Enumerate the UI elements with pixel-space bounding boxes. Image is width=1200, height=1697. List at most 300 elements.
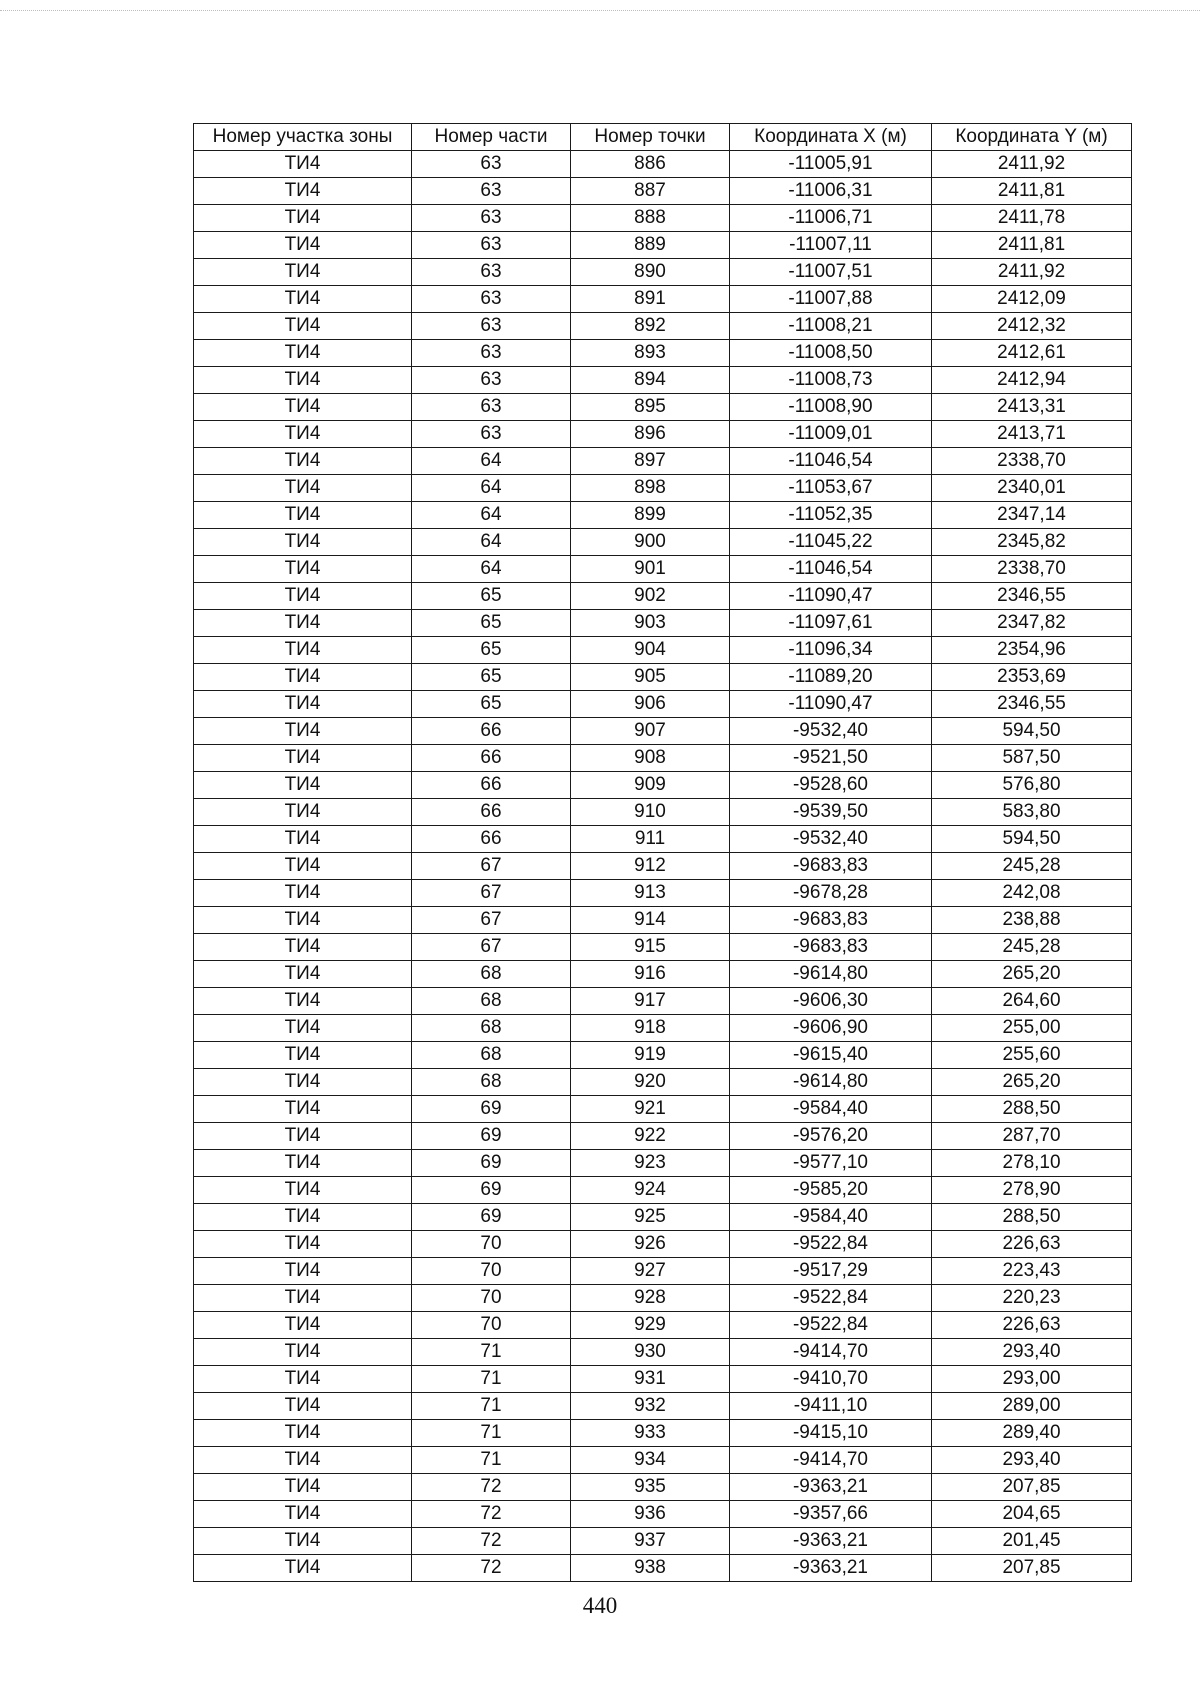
cell-zone-section: ТИ4	[194, 718, 412, 745]
cell-point-number: 895	[571, 394, 730, 421]
cell-coordinate-y: 2411,81	[932, 232, 1132, 259]
cell-part-number: 63	[412, 232, 571, 259]
cell-coordinate-y: 2413,71	[932, 421, 1132, 448]
cell-coordinate-y: 594,50	[932, 718, 1132, 745]
cell-zone-section: ТИ4	[194, 1150, 412, 1177]
cell-zone-section: ТИ4	[194, 799, 412, 826]
table-row	[194, 880, 1132, 907]
cell-coordinate-y: 2338,70	[932, 448, 1132, 475]
cell-part-number: 64	[412, 529, 571, 556]
cell-part-number: 63	[412, 394, 571, 421]
cell-part-number: 63	[412, 367, 571, 394]
cell-point-number: 910	[571, 799, 730, 826]
cell-part-number: 63	[412, 178, 571, 205]
cell-point-number: 934	[571, 1447, 730, 1474]
cell-part-number: 68	[412, 961, 571, 988]
cell-coordinate-y: 288,50	[932, 1096, 1132, 1123]
cell-point-number: 886	[571, 151, 730, 178]
cell-coordinate-y: 245,28	[932, 853, 1132, 880]
cell-zone-section: ТИ4	[194, 1366, 412, 1393]
table-row	[194, 151, 1132, 178]
table-row	[194, 1123, 1132, 1150]
cell-coordinate-x: -11008,50	[730, 340, 932, 367]
cell-coordinate-x: -9357,66	[730, 1501, 932, 1528]
cell-coordinate-y: 2353,69	[932, 664, 1132, 691]
table-row	[194, 1528, 1132, 1555]
cell-coordinate-y: 2411,92	[932, 151, 1132, 178]
cell-part-number: 71	[412, 1420, 571, 1447]
cell-point-number: 899	[571, 502, 730, 529]
table-row	[194, 1312, 1132, 1339]
cell-coordinate-x: -11052,35	[730, 502, 932, 529]
cell-coordinate-y: 223,43	[932, 1258, 1132, 1285]
cell-coordinate-y: 278,10	[932, 1150, 1132, 1177]
table-row	[194, 1177, 1132, 1204]
cell-coordinate-x: -9411,10	[730, 1393, 932, 1420]
cell-point-number: 929	[571, 1312, 730, 1339]
cell-part-number: 63	[412, 421, 571, 448]
cell-point-number: 888	[571, 205, 730, 232]
cell-part-number: 66	[412, 745, 571, 772]
cell-zone-section: ТИ4	[194, 448, 412, 475]
table-row	[194, 826, 1132, 853]
cell-coordinate-y: 583,80	[932, 799, 1132, 826]
cell-point-number: 915	[571, 934, 730, 961]
cell-point-number: 896	[571, 421, 730, 448]
cell-zone-section: ТИ4	[194, 691, 412, 718]
table-row	[194, 340, 1132, 367]
cell-part-number: 69	[412, 1204, 571, 1231]
cell-coordinate-x: -11008,73	[730, 367, 932, 394]
cell-point-number: 931	[571, 1366, 730, 1393]
cell-coordinate-y: 245,28	[932, 934, 1132, 961]
cell-point-number: 893	[571, 340, 730, 367]
cell-coordinate-x: -11009,01	[730, 421, 932, 448]
table-row	[194, 745, 1132, 772]
table-row	[194, 1555, 1132, 1582]
cell-point-number: 903	[571, 610, 730, 637]
cell-point-number: 937	[571, 1528, 730, 1555]
table-row	[194, 313, 1132, 340]
cell-coordinate-x: -9532,40	[730, 718, 932, 745]
table-body	[194, 151, 1132, 1582]
cell-point-number: 917	[571, 988, 730, 1015]
cell-coordinate-x: -9521,50	[730, 745, 932, 772]
cell-zone-section: ТИ4	[194, 610, 412, 637]
cell-point-number: 930	[571, 1339, 730, 1366]
header-part-number: Номер части	[412, 124, 571, 151]
table-row	[194, 178, 1132, 205]
cell-coordinate-x: -9522,84	[730, 1312, 932, 1339]
table-row	[194, 664, 1132, 691]
cell-coordinate-x: -11005,91	[730, 151, 932, 178]
cell-point-number: 921	[571, 1096, 730, 1123]
cell-part-number: 63	[412, 286, 571, 313]
cell-coordinate-y: 2347,82	[932, 610, 1132, 637]
table-row	[194, 1285, 1132, 1312]
cell-zone-section: ТИ4	[194, 394, 412, 421]
cell-zone-section: ТИ4	[194, 1204, 412, 1231]
cell-coordinate-x: -9584,40	[730, 1204, 932, 1231]
cell-part-number: 64	[412, 475, 571, 502]
cell-coordinate-x: -11046,54	[730, 556, 932, 583]
cell-point-number: 920	[571, 1069, 730, 1096]
cell-point-number: 907	[571, 718, 730, 745]
cell-zone-section: ТИ4	[194, 880, 412, 907]
cell-coordinate-x: -9532,40	[730, 826, 932, 853]
table-row	[194, 772, 1132, 799]
cell-coordinate-y: 2340,01	[932, 475, 1132, 502]
cell-zone-section: ТИ4	[194, 151, 412, 178]
cell-part-number: 72	[412, 1474, 571, 1501]
cell-point-number: 890	[571, 259, 730, 286]
cell-zone-section: ТИ4	[194, 907, 412, 934]
cell-coordinate-x: -9577,10	[730, 1150, 932, 1177]
cell-part-number: 66	[412, 718, 571, 745]
cell-point-number: 926	[571, 1231, 730, 1258]
cell-point-number: 911	[571, 826, 730, 853]
table-row	[194, 934, 1132, 961]
cell-part-number: 63	[412, 205, 571, 232]
cell-point-number: 927	[571, 1258, 730, 1285]
cell-point-number: 906	[571, 691, 730, 718]
cell-zone-section: ТИ4	[194, 1069, 412, 1096]
cell-point-number: 928	[571, 1285, 730, 1312]
table-row	[194, 1447, 1132, 1474]
table-row	[194, 637, 1132, 664]
cell-part-number: 63	[412, 340, 571, 367]
cell-coordinate-y: 255,60	[932, 1042, 1132, 1069]
cell-part-number: 66	[412, 799, 571, 826]
cell-coordinate-y: 2411,81	[932, 178, 1132, 205]
cell-point-number: 925	[571, 1204, 730, 1231]
table-row	[194, 961, 1132, 988]
cell-point-number: 891	[571, 286, 730, 313]
cell-coordinate-x: -9363,21	[730, 1474, 932, 1501]
cell-point-number: 918	[571, 1015, 730, 1042]
cell-zone-section: ТИ4	[194, 1420, 412, 1447]
table-row	[194, 1069, 1132, 1096]
cell-coordinate-y: 587,50	[932, 745, 1132, 772]
cell-part-number: 69	[412, 1096, 571, 1123]
header-coordinate-y: Координата Y (м)	[932, 124, 1132, 151]
cell-zone-section: ТИ4	[194, 421, 412, 448]
cell-zone-section: ТИ4	[194, 1447, 412, 1474]
cell-zone-section: ТИ4	[194, 313, 412, 340]
cell-coordinate-x: -9576,20	[730, 1123, 932, 1150]
cell-coordinate-x: -9539,50	[730, 799, 932, 826]
cell-zone-section: ТИ4	[194, 1015, 412, 1042]
cell-coordinate-y: 265,20	[932, 1069, 1132, 1096]
cell-point-number: 922	[571, 1123, 730, 1150]
cell-part-number: 71	[412, 1366, 571, 1393]
cell-coordinate-y: 242,08	[932, 880, 1132, 907]
cell-zone-section: ТИ4	[194, 961, 412, 988]
table-row	[194, 205, 1132, 232]
cell-coordinate-y: 2413,31	[932, 394, 1132, 421]
cell-coordinate-y: 255,00	[932, 1015, 1132, 1042]
cell-part-number: 65	[412, 637, 571, 664]
cell-coordinate-y: 207,85	[932, 1474, 1132, 1501]
cell-zone-section: ТИ4	[194, 1123, 412, 1150]
table-row	[194, 1015, 1132, 1042]
cell-part-number: 69	[412, 1123, 571, 1150]
table-header	[194, 124, 1132, 151]
cell-point-number: 933	[571, 1420, 730, 1447]
cell-point-number: 889	[571, 232, 730, 259]
cell-zone-section: ТИ4	[194, 1177, 412, 1204]
cell-coordinate-y: 289,40	[932, 1420, 1132, 1447]
table-row	[194, 286, 1132, 313]
cell-coordinate-y: 2345,82	[932, 529, 1132, 556]
cell-coordinate-x: -11096,34	[730, 637, 932, 664]
cell-coordinate-x: -9517,29	[730, 1258, 932, 1285]
cell-zone-section: ТИ4	[194, 1501, 412, 1528]
cell-zone-section: ТИ4	[194, 637, 412, 664]
cell-zone-section: ТИ4	[194, 745, 412, 772]
cell-coordinate-y: 576,80	[932, 772, 1132, 799]
cell-point-number: 916	[571, 961, 730, 988]
cell-coordinate-y: 2411,78	[932, 205, 1132, 232]
cell-coordinate-y: 2411,92	[932, 259, 1132, 286]
table-row	[194, 394, 1132, 421]
cell-coordinate-y: 2412,32	[932, 313, 1132, 340]
cell-part-number: 63	[412, 313, 571, 340]
cell-coordinate-y: 226,63	[932, 1231, 1132, 1258]
cell-coordinate-x: -9414,70	[730, 1339, 932, 1366]
cell-coordinate-x: -11053,67	[730, 475, 932, 502]
cell-coordinate-y: 278,90	[932, 1177, 1132, 1204]
cell-coordinate-y: 2354,96	[932, 637, 1132, 664]
cell-coordinate-x: -9410,70	[730, 1366, 932, 1393]
cell-point-number: 935	[571, 1474, 730, 1501]
cell-point-number: 932	[571, 1393, 730, 1420]
cell-zone-section: ТИ4	[194, 664, 412, 691]
table-row	[194, 718, 1132, 745]
table-row	[194, 691, 1132, 718]
cell-coordinate-x: -9606,30	[730, 988, 932, 1015]
table-row	[194, 529, 1132, 556]
cell-coordinate-y: 265,20	[932, 961, 1132, 988]
cell-coordinate-y: 204,65	[932, 1501, 1132, 1528]
cell-zone-section: ТИ4	[194, 853, 412, 880]
cell-zone-section: ТИ4	[194, 1393, 412, 1420]
cell-coordinate-y: 264,60	[932, 988, 1132, 1015]
cell-point-number: 919	[571, 1042, 730, 1069]
cell-point-number: 913	[571, 880, 730, 907]
cell-coordinate-x: -9414,70	[730, 1447, 932, 1474]
cell-coordinate-x: -11007,88	[730, 286, 932, 313]
cell-coordinate-y: 2347,14	[932, 502, 1132, 529]
cell-zone-section: ТИ4	[194, 1096, 412, 1123]
table-row	[194, 1474, 1132, 1501]
header-point-number: Номер точки	[571, 124, 730, 151]
cell-coordinate-x: -11007,51	[730, 259, 932, 286]
cell-coordinate-x: -9415,10	[730, 1420, 932, 1447]
cell-part-number: 68	[412, 988, 571, 1015]
table-row	[194, 1420, 1132, 1447]
cell-zone-section: ТИ4	[194, 232, 412, 259]
cell-point-number: 904	[571, 637, 730, 664]
cell-coordinate-y: 238,88	[932, 907, 1132, 934]
cell-part-number: 71	[412, 1447, 571, 1474]
cell-point-number: 936	[571, 1501, 730, 1528]
cell-coordinate-x: -9585,20	[730, 1177, 932, 1204]
cell-point-number: 908	[571, 745, 730, 772]
cell-coordinate-x: -11046,54	[730, 448, 932, 475]
table-row	[194, 1501, 1132, 1528]
table-row	[194, 1231, 1132, 1258]
table-row	[194, 367, 1132, 394]
cell-zone-section: ТИ4	[194, 286, 412, 313]
cell-coordinate-x: -9363,21	[730, 1528, 932, 1555]
table-row	[194, 1366, 1132, 1393]
cell-coordinate-x: -9683,83	[730, 934, 932, 961]
cell-point-number: 902	[571, 583, 730, 610]
cell-point-number: 898	[571, 475, 730, 502]
scan-top-edge	[0, 10, 1200, 11]
cell-zone-section: ТИ4	[194, 826, 412, 853]
cell-zone-section: ТИ4	[194, 772, 412, 799]
cell-coordinate-y: 289,00	[932, 1393, 1132, 1420]
cell-point-number: 924	[571, 1177, 730, 1204]
cell-coordinate-x: -9584,40	[730, 1096, 932, 1123]
cell-part-number: 71	[412, 1393, 571, 1420]
cell-part-number: 66	[412, 826, 571, 853]
cell-point-number: 923	[571, 1150, 730, 1177]
coordinates-table	[193, 123, 1132, 1582]
cell-zone-section: ТИ4	[194, 529, 412, 556]
cell-part-number: 68	[412, 1069, 571, 1096]
cell-part-number: 64	[412, 448, 571, 475]
header-coordinate-x: Координата X (м)	[730, 124, 932, 151]
table-row	[194, 1042, 1132, 1069]
cell-coordinate-x: -11006,31	[730, 178, 932, 205]
cell-zone-section: ТИ4	[194, 1042, 412, 1069]
table-row	[194, 232, 1132, 259]
cell-zone-section: ТИ4	[194, 1285, 412, 1312]
cell-coordinate-y: 287,70	[932, 1123, 1132, 1150]
cell-coordinate-x: -9614,80	[730, 1069, 932, 1096]
cell-coordinate-y: 293,00	[932, 1366, 1132, 1393]
cell-point-number: 905	[571, 664, 730, 691]
cell-coordinate-y: 2412,61	[932, 340, 1132, 367]
header-row	[194, 124, 1132, 151]
cell-coordinate-y: 2412,09	[932, 286, 1132, 313]
cell-coordinate-y: 594,50	[932, 826, 1132, 853]
table-row	[194, 1204, 1132, 1231]
cell-part-number: 72	[412, 1501, 571, 1528]
cell-coordinate-y: 2346,55	[932, 691, 1132, 718]
cell-coordinate-x: -9683,83	[730, 853, 932, 880]
cell-point-number: 887	[571, 178, 730, 205]
cell-point-number: 897	[571, 448, 730, 475]
cell-zone-section: ТИ4	[194, 1258, 412, 1285]
cell-zone-section: ТИ4	[194, 1231, 412, 1258]
cell-zone-section: ТИ4	[194, 934, 412, 961]
cell-coordinate-x: -11097,61	[730, 610, 932, 637]
cell-zone-section: ТИ4	[194, 502, 412, 529]
table-row	[194, 259, 1132, 286]
cell-coordinate-y: 293,40	[932, 1447, 1132, 1474]
table-row	[194, 799, 1132, 826]
cell-coordinate-y: 2346,55	[932, 583, 1132, 610]
cell-part-number: 67	[412, 853, 571, 880]
cell-zone-section: ТИ4	[194, 988, 412, 1015]
table-row	[194, 556, 1132, 583]
cell-point-number: 912	[571, 853, 730, 880]
cell-point-number: 914	[571, 907, 730, 934]
cell-part-number: 70	[412, 1231, 571, 1258]
cell-part-number: 70	[412, 1312, 571, 1339]
table-row	[194, 1258, 1132, 1285]
cell-coordinate-x: -11006,71	[730, 205, 932, 232]
page-number: 440	[582, 1593, 618, 1618]
cell-zone-section: ТИ4	[194, 475, 412, 502]
table-row	[194, 1339, 1132, 1366]
cell-zone-section: ТИ4	[194, 1312, 412, 1339]
cell-coordinate-y: 2412,94	[932, 367, 1132, 394]
cell-part-number: 64	[412, 556, 571, 583]
cell-point-number: 901	[571, 556, 730, 583]
cell-part-number: 67	[412, 880, 571, 907]
cell-part-number: 65	[412, 583, 571, 610]
cell-part-number: 71	[412, 1339, 571, 1366]
cell-zone-section: ТИ4	[194, 1528, 412, 1555]
cell-part-number: 70	[412, 1258, 571, 1285]
cell-part-number: 69	[412, 1150, 571, 1177]
cell-coordinate-x: -11045,22	[730, 529, 932, 556]
table-row	[194, 448, 1132, 475]
table-row	[194, 1150, 1132, 1177]
cell-coordinate-x: -9683,83	[730, 907, 932, 934]
table-row	[194, 475, 1132, 502]
cell-part-number: 68	[412, 1015, 571, 1042]
cell-part-number: 65	[412, 610, 571, 637]
cell-coordinate-x: -9522,84	[730, 1285, 932, 1312]
table-row	[194, 907, 1132, 934]
cell-coordinate-y: 288,50	[932, 1204, 1132, 1231]
cell-coordinate-x: -11007,11	[730, 232, 932, 259]
cell-coordinate-x: -11008,21	[730, 313, 932, 340]
cell-part-number: 65	[412, 691, 571, 718]
cell-coordinate-y: 2338,70	[932, 556, 1132, 583]
cell-coordinate-x: -9522,84	[730, 1231, 932, 1258]
cell-point-number: 938	[571, 1555, 730, 1582]
cell-zone-section: ТИ4	[194, 340, 412, 367]
cell-coordinate-x: -11008,90	[730, 394, 932, 421]
cell-coordinate-x: -9528,60	[730, 772, 932, 799]
table-row	[194, 1096, 1132, 1123]
table-row	[194, 1393, 1132, 1420]
cell-coordinate-y: 226,63	[932, 1312, 1132, 1339]
cell-coordinate-x: -11090,47	[730, 583, 932, 610]
cell-part-number: 72	[412, 1555, 571, 1582]
cell-part-number: 64	[412, 502, 571, 529]
cell-point-number: 892	[571, 313, 730, 340]
cell-coordinate-x: -9363,21	[730, 1555, 932, 1582]
cell-part-number: 69	[412, 1177, 571, 1204]
cell-part-number: 70	[412, 1285, 571, 1312]
cell-part-number: 63	[412, 151, 571, 178]
cell-coordinate-y: 201,45	[932, 1528, 1132, 1555]
table-row	[194, 853, 1132, 880]
cell-zone-section: ТИ4	[194, 1474, 412, 1501]
cell-zone-section: ТИ4	[194, 556, 412, 583]
cell-coordinate-x: -9678,28	[730, 880, 932, 907]
cell-coordinate-y: 293,40	[932, 1339, 1132, 1366]
cell-part-number: 67	[412, 934, 571, 961]
